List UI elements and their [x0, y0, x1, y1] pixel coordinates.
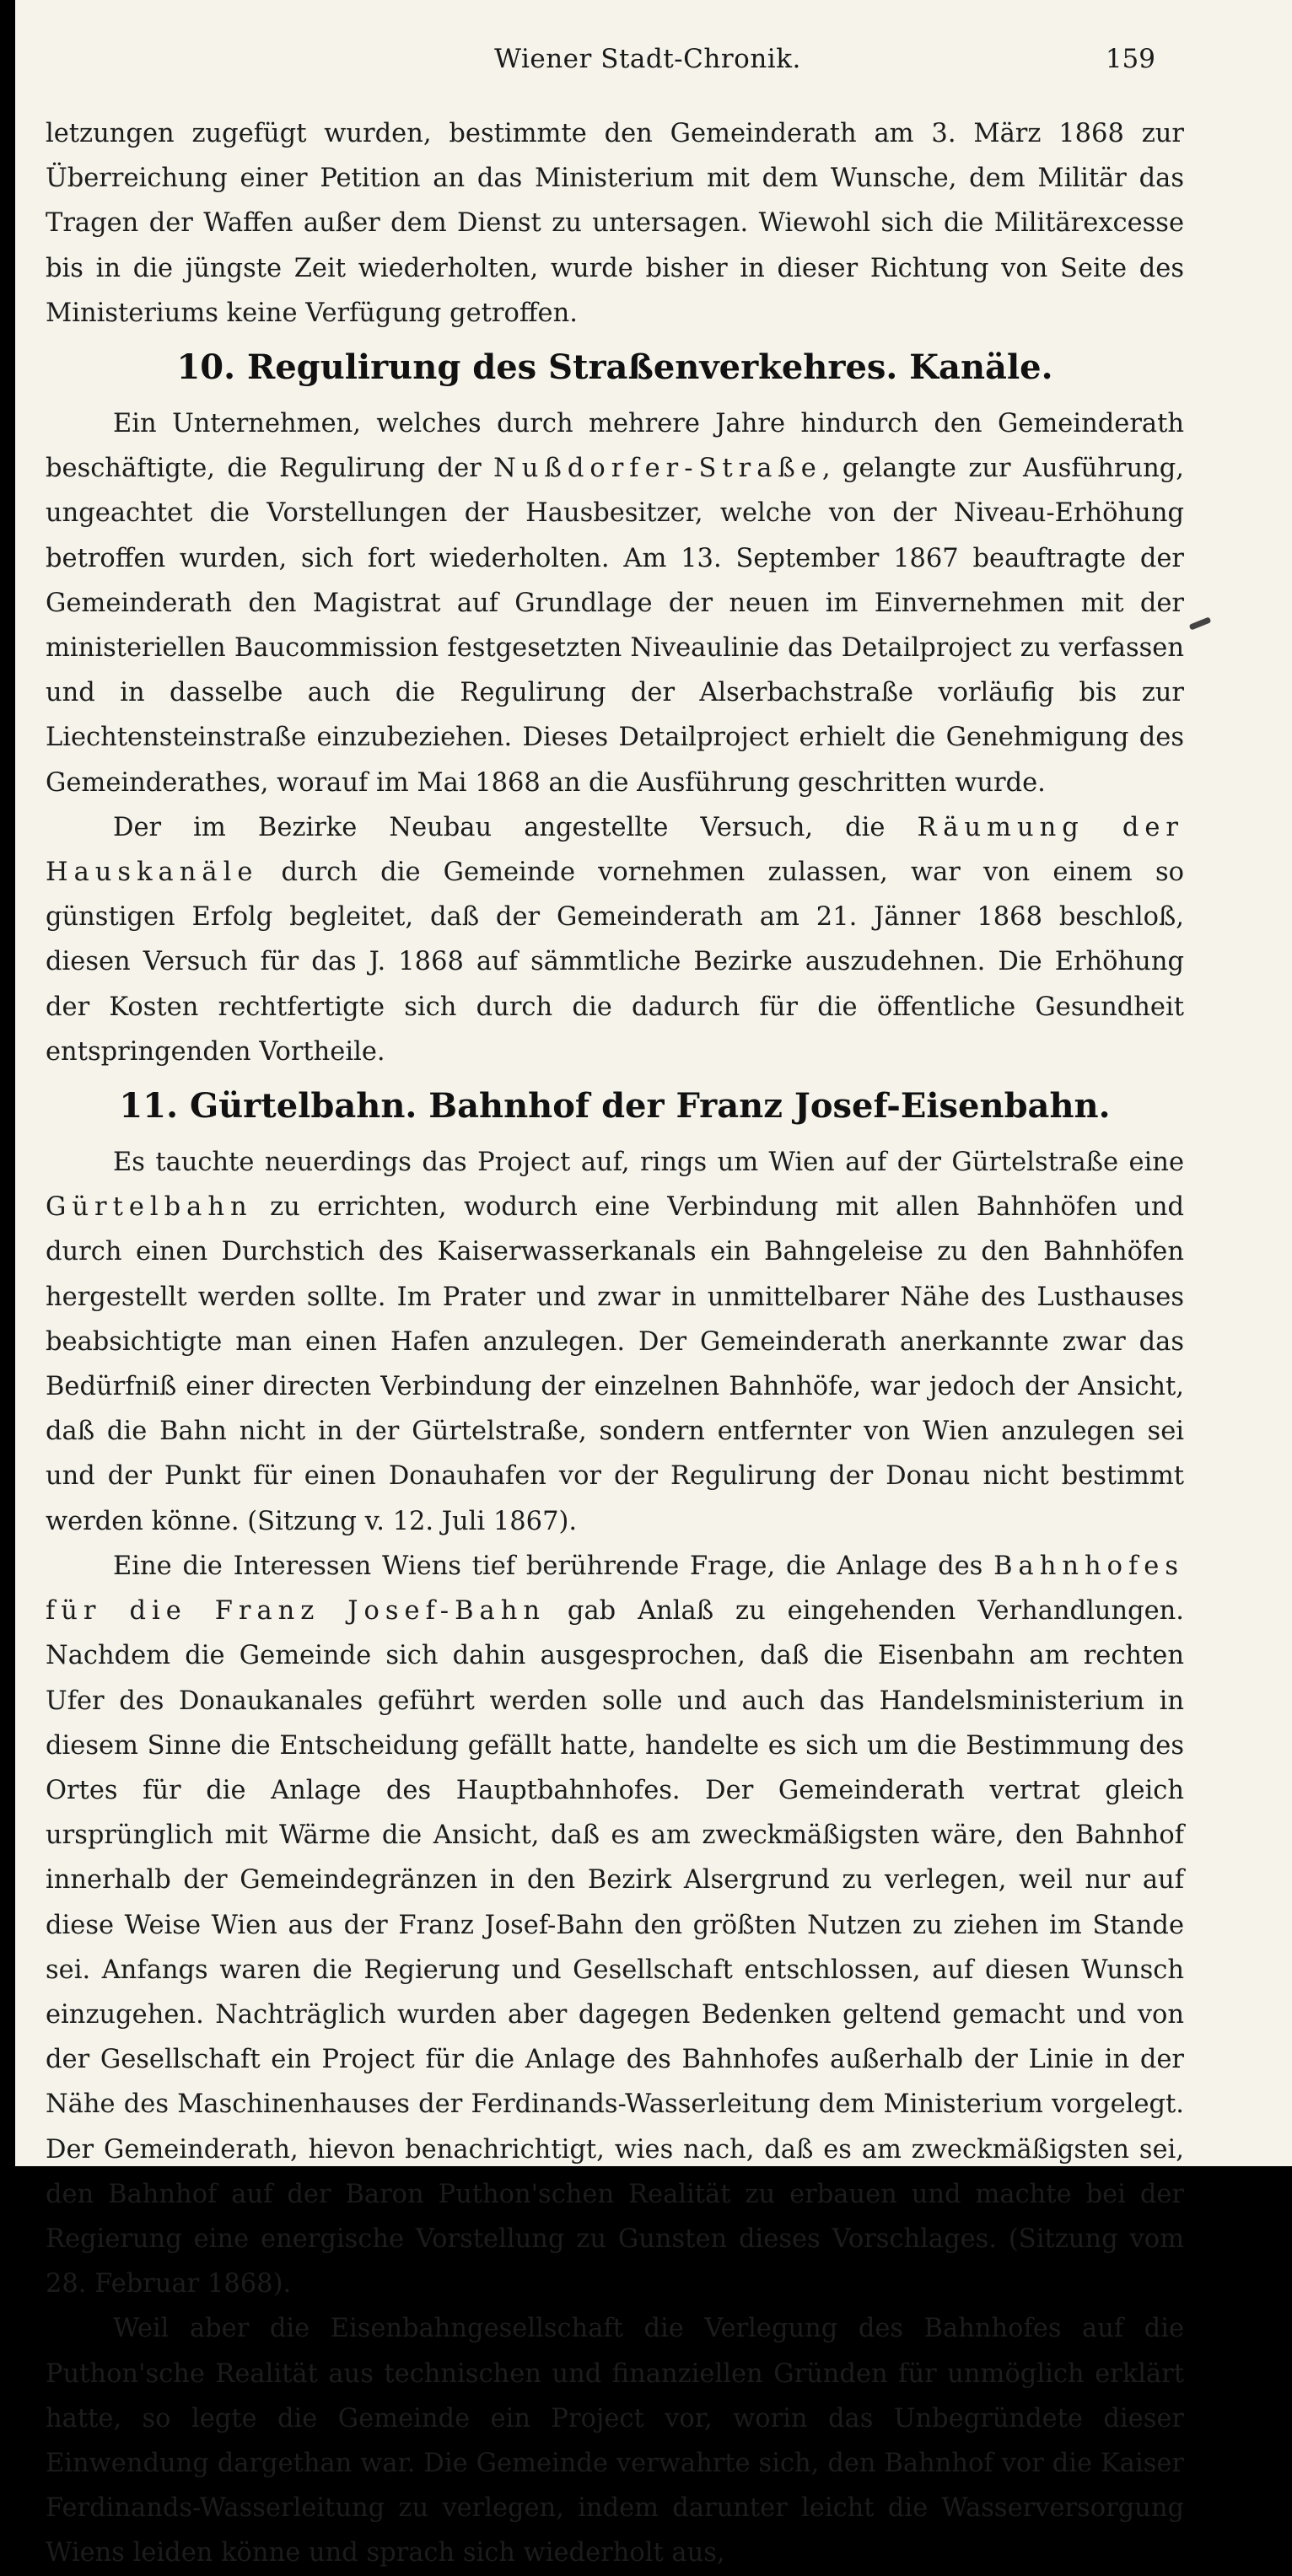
emphasized-term: Räumung der Hauskanäle [46, 812, 1184, 888]
book-page [15, 0, 1292, 2568]
section-heading-10: 10. Regulirung des Straßenverkehres. Kanäle. [176, 347, 1053, 388]
paragraph-text-start: Ein Unternehmen, welches durch mehrere Jahre hindurch den Gemeinderath beschäftigte, die Regulirung der [46, 409, 1184, 484]
running-title: Wiener Stadt-Chronik. [494, 44, 801, 74]
emphasized-term: Gürtelbahn [46, 1192, 253, 1223]
margin-pencil-mark [1189, 616, 1212, 630]
paragraph-railway-company: Weil aber die Eisenbahngesellschaft die Verlegung des Bahnhofes auf die Puthon'sche Realität aus technischen und finanziellen Gründen für unmöglich erklärt hatte, so legte die Gemeinde ein Project vor, worin das Unbegründete dieser Einwendung dargethan war. Die Gemeinde verwahrte sich, den Bahnhof vor die Kaiser Ferdinands-Wasserleitung zu verlegen, indem darunter leicht die Wasserversorgung Wiens leiden könne und sprach sich wiederholt aus, [46, 2314, 1184, 2568]
paragraph-franz-josef-station [46, 1544, 1184, 2306]
emphasized-term: Nußdorfer-Straße [493, 454, 822, 484]
paragraph-text-end: gab Anlaß zu eingehenden Verhandlungen. Nachdem die Gemeinde sich dahin ausgesprochen, daß die Eisenbahn am rechten Ufer des Donaukanales geführt werden solle und auch das Handelsministerium in diesem Sinne die Entscheidung gefällt hatte, handelte es sich um die Bestimmung des Ortes für die Anlage des Hauptbahnhofes. Der Gemeinderath vertrat gleich ursprünglich mit Wärme die Ansicht, daß es am zweckmäßigsten wäre, den Bahnhof innerhalb der Gemeindegränzen in den Bezirk Alsergrund zu verlegen, weil nur auf diese Weise Wien aus der Franz Josef-Bahn den größten Nutzen zu ziehen im Stande sei. Anfangs waren die Regierung und Gesellschaft entschlossen, auf diesen Wunsch einzugehen. Nachträglich wurden aber dagegen Bedenken geltend gemacht und von der Gesellschaft ein Project für die Anlage des Bahnhofes außerhalb der Linie in der Nähe des Maschinenhauses der Ferdinands-Wasserleitung dem Ministerium vorgelegt. Der Gemeinderath, hievon benachrichtigt, wies nach, daß es am zweckmäßigsten sei, den Bahnhof auf der Baron Puthon'schen Realität zu erbauen und machte bei der Regierung eine energische Vorstellung zu Gunsten dieses Vorschlages. (Sitzung vom 28. Februar 1868). [46, 1596, 1184, 2299]
paragraph-house-canals [46, 805, 1184, 1074]
section-heading-11: 11. Gürtelbahn. Bahnhof der Franz Josef-Eisenbahn. [119, 1086, 1111, 1127]
page-body [46, 111, 1184, 2576]
paragraph-street-regulation [46, 401, 1184, 805]
emphasized-term: Bahnhofes für die Franz Josef-Bahn [46, 1551, 1184, 1627]
paragraph-text-end: , gelangte zur Ausführung, ungeachtet die Vorstellungen der Hausbesitzer, welche von der Niveau-Erhöhung betroffen wurden, sich fort wiederholten. Am 13. September 1867 beauftragte der Gemeinderath den Magistrat auf Grundlage der neuen im Einvernehmen mit der ministeriellen Baucommission festgesetzten Niveaulinie das Detailproject zu verfassen und in dasselbe auch die Regulirung der Alserbachstraße vorläufig bis zur Liechtensteinstraße einzubeziehen. Dieses Detailproject erhielt die Genehmigung des Gemeinderathes, worauf im Mai 1868 an die Ausführung geschritten wurde. [46, 454, 1184, 798]
paragraph-text-start: Der im Bezirke Neubau angestellte Versuch, die [113, 812, 918, 842]
page-header [15, 44, 1292, 86]
paragraph-continuation: letzungen zugefügt wurden, bestimmte den Gemeinderath am 3. März 1868 zur Überreichung einer Petition an das Ministerium mit dem Wunsche, dem Militär das Tragen der Waffen außer dem Dienst zu untersagen. Wiewohl sich die Militärexcesse bis in die jüngste Zeit wiederholten, wurde bisher in dieser Richtung von Seite des Ministeriums keine Verfügung getroffen. [46, 119, 1184, 328]
paragraph-text-start: Eine die Interessen Wiens tief berührende Frage, die Anlage des [113, 1551, 994, 1581]
page-number: 159 [1105, 44, 1155, 74]
paragraph-text-end: zu errichten, wodurch eine Verbindung mit allen Bahnhöfen und durch einen Durchstich des Kaiserwasserkanals ein Bahngeleise zu den Bahnhöfen hergestellt werden sollte. Im Prater und zwar in unmittelbarer Nähe des Lusthauses beabsichtigte man einen Hafen anzulegen. Der Gemeinderath anerkannte zwar das Bedürfniß einer directen Verbindung der einzelnen Bahnhöfe, war jedoch der Ansicht, daß die Bahn nicht in der Gürtelstraße, sondern entfernter von Wien anzulegen sei und der Punkt für einen Donauhafen vor der Regulirung der Donau nicht bestimmt werden könne. (Sitzung v. 12. Juli 1867). [46, 1192, 1184, 1536]
paragraph-belt-railway [46, 1140, 1184, 1544]
paragraph-text-end: durch die Gemeinde vornehmen zulassen, war von einem so günstigen Erfolg begleitet, daß der Gemeinderath am 21. Jänner 1868 beschloß, diesen Versuch für das J. 1868 auf sämmtliche Bezirke auszudehnen. Die Erhöhung der Kosten rechtfertigte sich durch die dadurch für die öffentliche Gesundheit entspringenden Vortheile. [46, 858, 1184, 1067]
paragraph-text-start: Es tauchte neuerdings das Project auf, rings um Wien auf der Gürtelstraße eine [113, 1148, 1184, 1178]
